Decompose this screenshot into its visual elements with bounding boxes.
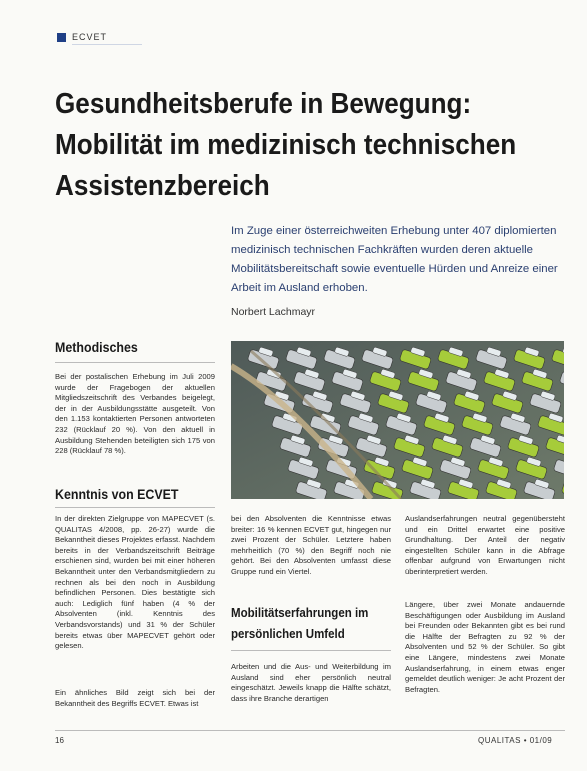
title-line-3: Assistenzbereich: [55, 170, 270, 202]
header-rule: [72, 44, 142, 45]
footer-rule: [55, 730, 565, 731]
divider: [55, 362, 215, 363]
title-line-2: Mobilität im medizinisch technischen: [55, 129, 517, 161]
photo-toy-cars: [231, 341, 564, 499]
heading-mobilitaet-line-2: persönlichen Umfeld: [231, 627, 345, 641]
divider: [55, 507, 215, 508]
text-col3: Auslandserfahrungen neutral gegenübersteht und ein Drittel erwartet eine positive Grundhaltung. Der Anteil der negativ eingestellten Schüler kann in die Abfrage offenbar aufgrund von Erwartungen nicht überinterpretiert werden.: [405, 514, 565, 576]
photo-illustration: [231, 341, 564, 499]
journal-footer: QUALITAS • 01/09: [478, 736, 553, 745]
text-mobilitaet: Arbeiten und die Aus- und Weiterbildung im Ausland sind eher persönlich neutral eingeschätzt. Jeweils knapp die Hälfte schätzt, dass ihre Branche derartigen: [231, 662, 391, 703]
text-col2: bei den Absolventen die Kenntnisse etwas breiter: 16 % kennen ECVET gut, hingegen nur zwei Prozent der Schüler. Letztere haben mehrheitlich (70 %) den Begriff noch nie gehört. Bei den Absolventen umfasst diese Gruppe rund ein Viertel.: [231, 514, 391, 576]
heading-mobilitaet-line-1: Mobilitätserfahrungen im: [231, 606, 369, 620]
section-marker-square: [57, 33, 66, 42]
heading-mobilitaet: [231, 603, 368, 645]
article-lead: Im Zuge einer österreichweiten Erhebung unter 407 diplomierten medizinisch technischen Fachkräften wurden deren aktuelle Mobilitätsbereitschaft sowie eventuelle Hürden und Anreize einer Arbeit im Ausland erhoben.: [231, 225, 558, 294]
article-title: [55, 84, 523, 207]
title-line-1: Gesundheitsberufe in Bewegung:: [55, 88, 472, 120]
divider: [231, 650, 391, 651]
text-kenntnis-2: Ein ähnliches Bild zeigt sich bei der Bekanntheit des Begriffs ECVET. Etwas ist: [55, 688, 215, 708]
text-methodisches: Bei der postalischen Erhebung im Juli 2009 wurde der Fragebogen der aktuellen Mitgliedszeitschrift des Verbandes beigelegt, der in der Ausbildungsstätte ausgeteilt. Von den 1.153 kontaktierten Personen antworteten 232 (Rücklauf 20 %). Von den aktuell in Ausbildung Stehenden beteiligten sich 175 von 228 (Rücklauf 78 %).: [55, 372, 215, 456]
heading-kenntnis: Kenntnis von ECVET: [55, 487, 179, 502]
text-col3-2: Längere, über zwei Monate andauernde Beschäftigungen oder Ausbildung im Ausland bei Freunden oder Bekannten gibt es bei rund die Hälfte der Befragten zu 92 % der Absolventen und 52 % der Schüler. So gibt eine Längere, mindestens zwei Monate Auslandserfahrung, in einem etwas enger gemeldet deutlich weniger: Je acht Prozent der Befragten.: [405, 600, 565, 694]
section-label: ECVET: [72, 32, 108, 42]
heading-methodisches: Methodisches: [55, 340, 138, 355]
text-kenntnis: In der direkten Zielgruppe von MAPECVET (s. QUALITAS 4/2008, pp. 26-27) wurde die Bekanntheit dieses Projektes erfasst. Nachdem bereits in der Verbandszeitschrift Beiträge erschienen sind, wurden bei mit einer höheren Bekanntheit unter den Verbandsmitgliedern zu rechnen als bei den noch in Ausbildung befindlichen Personen. Dies bestätigte sich auch: Lediglich fünf haben (4 % der Absolventen (inkl. Kenntnis des Verbandsvorstands) und 31 % der Schüler bereits etwas über MAPECVET gehört oder gelesen.: [55, 514, 215, 651]
article-author: Norbert Lachmayr: [231, 306, 316, 318]
page-number: 16: [55, 736, 64, 745]
